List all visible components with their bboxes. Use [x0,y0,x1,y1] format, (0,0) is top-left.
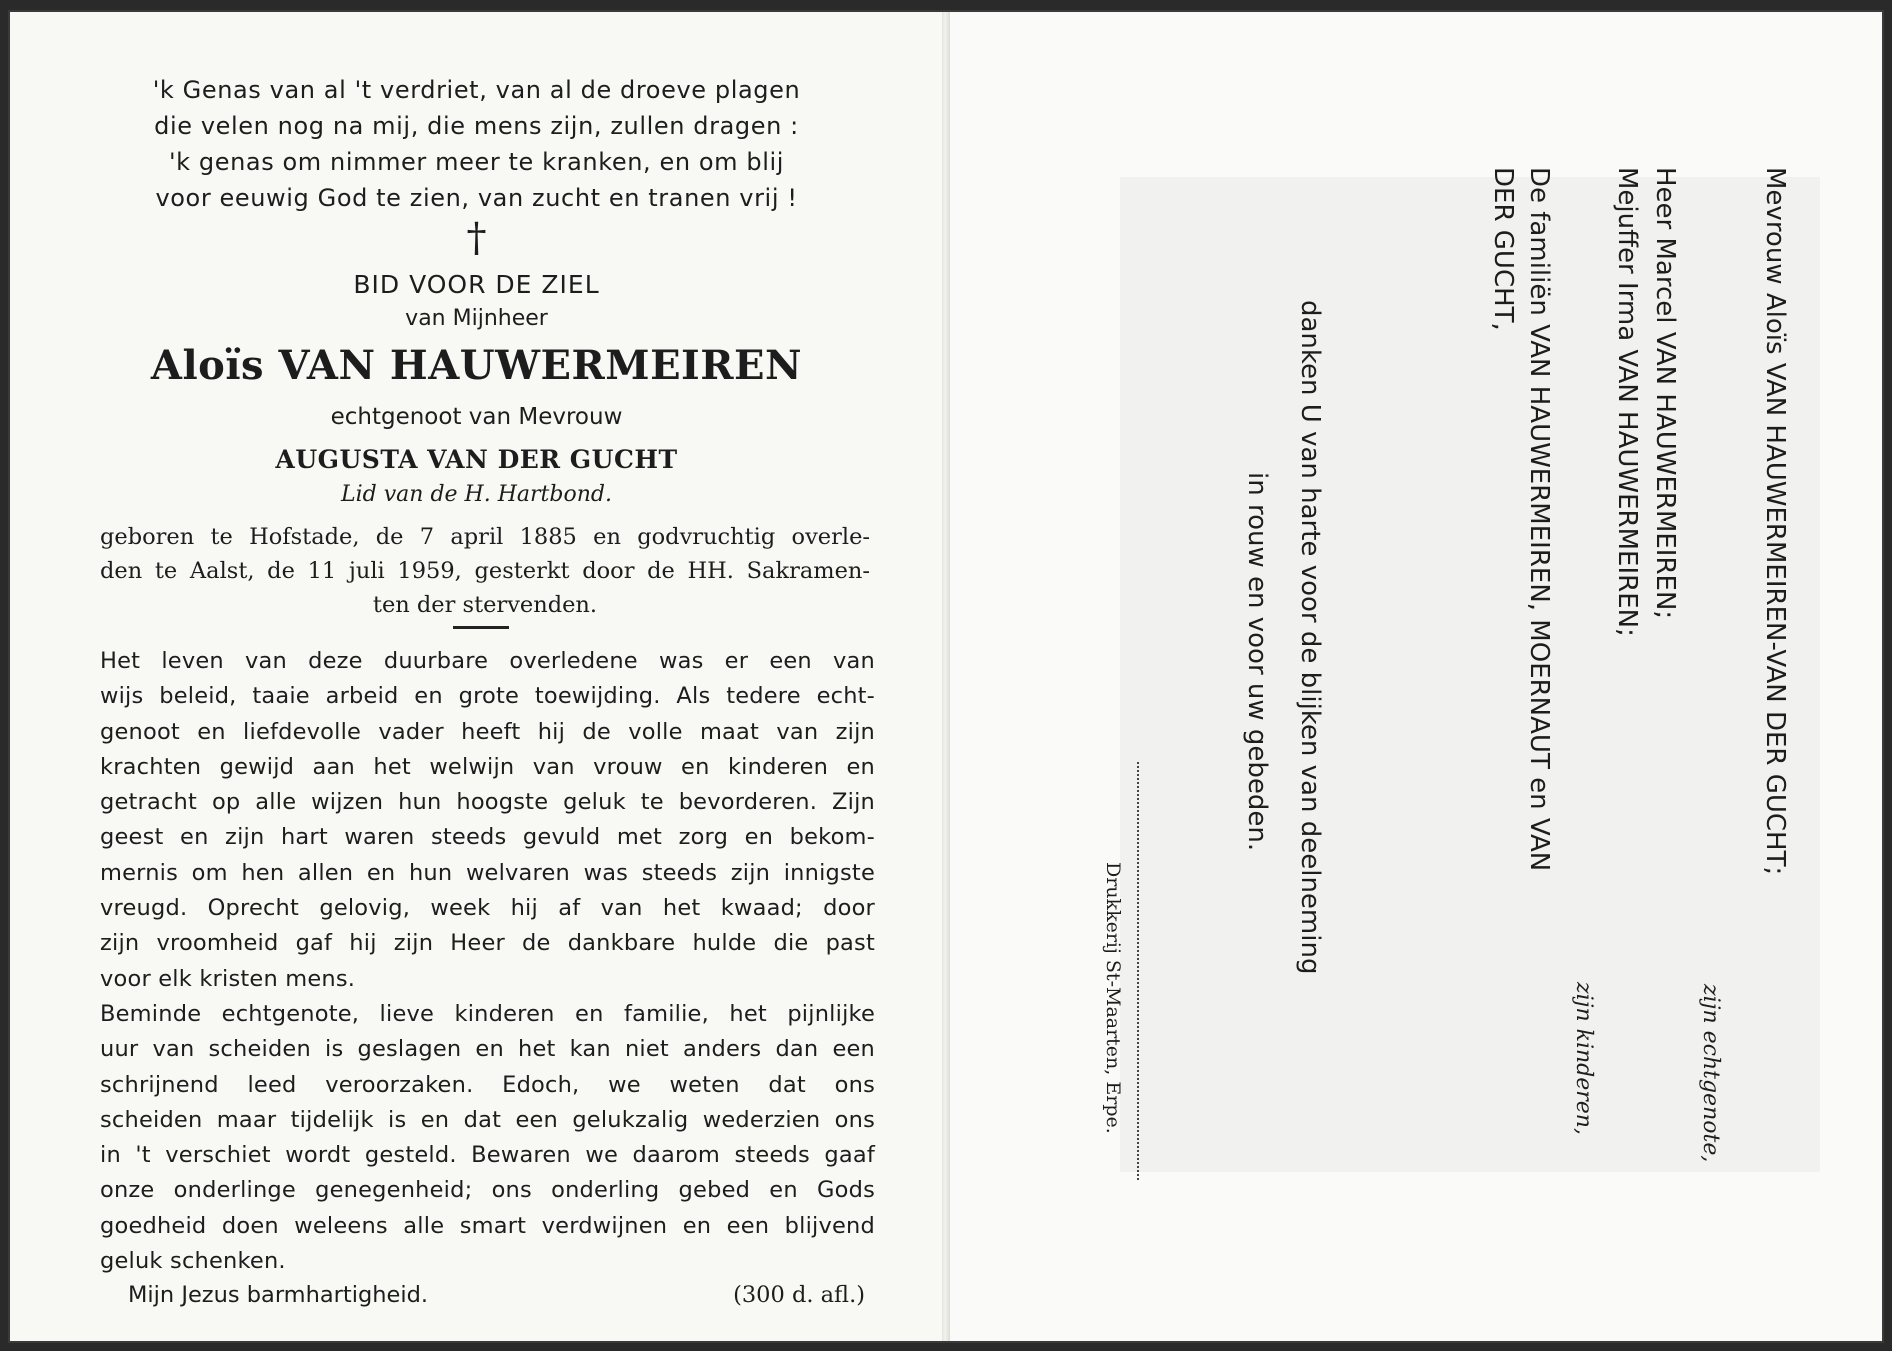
text-line: genoot en liefdevolle vader heeft hij de volle maat van zijn [100,718,875,745]
paragraph-farewell [100,997,875,1279]
indulgence-note: (300 d. afl.) [733,1282,865,1308]
text-line: geluk schenken. [100,1248,286,1275]
printer-credit: Drukkerij St-Maarten, Erpe. [1102,862,1124,1134]
cross-icon: † [466,215,487,261]
thanks-families-cont: DER GUCHT, [1488,167,1518,331]
text-line: scheiden maar tijdelijk is en dat een gelukzalig wederzien ons [100,1106,875,1133]
spouse-intro: echtgenoot van Mevrouw [330,404,623,430]
thanks-son: Heer Marcel VAN HAUWERMEIREN; [1650,167,1680,620]
membership: Lid van de H. Hartbond. [341,482,612,507]
prayer-heading: BID VOOR DE ZIEL [353,270,600,299]
thanks-children-note: zijn kinderen, [1571,982,1596,1135]
right-page [950,12,1882,1341]
text-line: uur van scheiden is geslagen en het kan niet anders dan een [100,1036,875,1063]
text-line: krachten gewijd aan het welwijn van vrouw en kinderen en [100,753,875,780]
thanks-families: De familiën VAN HAUWERMEIREN, MOERNAUT en VAN [1524,167,1554,872]
poem-line: die velen nog na mij, die mens zijn, zullen dragen : [154,112,799,140]
left-page [10,12,943,1341]
card-fold [942,12,950,1341]
divider [453,626,509,629]
thanks-message: danken U van harte voor de blijken van deelneming [1295,300,1325,975]
text-line: getracht op alle wijzen hun hoogste geluk te bevorderen. Zijn [100,789,875,816]
text-line: in 't verschiet wordt gesteld. Bewaren we daarom steeds gaaf [100,1142,875,1169]
text-line: Beminde echtgenote, lieve kinderen en familie, het pijnlijke [100,1001,875,1027]
deceased-name: Aloïs VAN HAUWERMEIREN [150,342,803,389]
text-line: Het leven van deze duurbare overledene was er een van [100,648,875,674]
text-line: voor elk kristen mens. [100,965,356,992]
text-line: schrijnend leed veroorzaken. Edoch, we weten dat ons [100,1071,875,1098]
thanks-message-cont: in rouw en voor uw gebeden. [1242,472,1272,852]
poem-line: 'k Genas van al 't verdriet, van al de droeve plagen [152,76,801,104]
paragraph-life [100,644,875,997]
text-line: vreugd. Oprecht gelovig, week hij af van het kwaad; door [100,895,875,922]
closing-prayer: Mijn Jezus barmhartigheid. [128,1282,429,1308]
thanks-widow: Mevrouw Aloïs VAN HAUWERMEIREN-VAN DER GUCHT; [1760,167,1790,876]
title-line: van Mijnheer [405,306,548,331]
text-line: goedheid doen weleens alle smart verdwijnen en een blijvend [100,1212,875,1239]
birth-death-info [100,520,870,622]
poem-line: 'k genas om nimmer meer te kranken, en om blij [168,148,785,176]
poem [10,72,943,216]
text-line: wijs beleid, taaie arbeid en grote toewijding. Als tedere echt- [100,683,875,710]
birth-line: geboren te Hofstade, de 7 april 1885 en godvruchtig overle- [100,524,870,550]
birth-line: den te Aalst, de 11 juli 1959, gesterkt door de HH. Sakramen- [100,558,870,584]
thanks-daughter: Mejuffer Irma VAN HAUWERMEIREN; [1612,167,1642,637]
text-line: mernis om hen allen en hun welvaren was steeds zijn innigste [100,859,875,886]
spouse-name: AUGUSTA VAN DER GUCHT [275,445,678,474]
text-line: geest en zijn hart waren steeds gevuld met zorg en bekom- [100,824,875,851]
dotted-rule [1137,762,1139,1180]
thanks-widow-note: zijn echtgenote, [1698,984,1723,1163]
birth-line: ten der stervenden. [372,592,598,618]
text-line: zijn vroomheid gaf hij zijn Heer de dankbare hulde die past [100,930,875,957]
memorial-card [8,10,1884,1343]
text-line: onze onderlinge genegenheid; ons onderling gebed en Gods [100,1177,875,1204]
poem-line: voor eeuwig God te zien, van zucht en tranen vrij ! [155,184,798,212]
